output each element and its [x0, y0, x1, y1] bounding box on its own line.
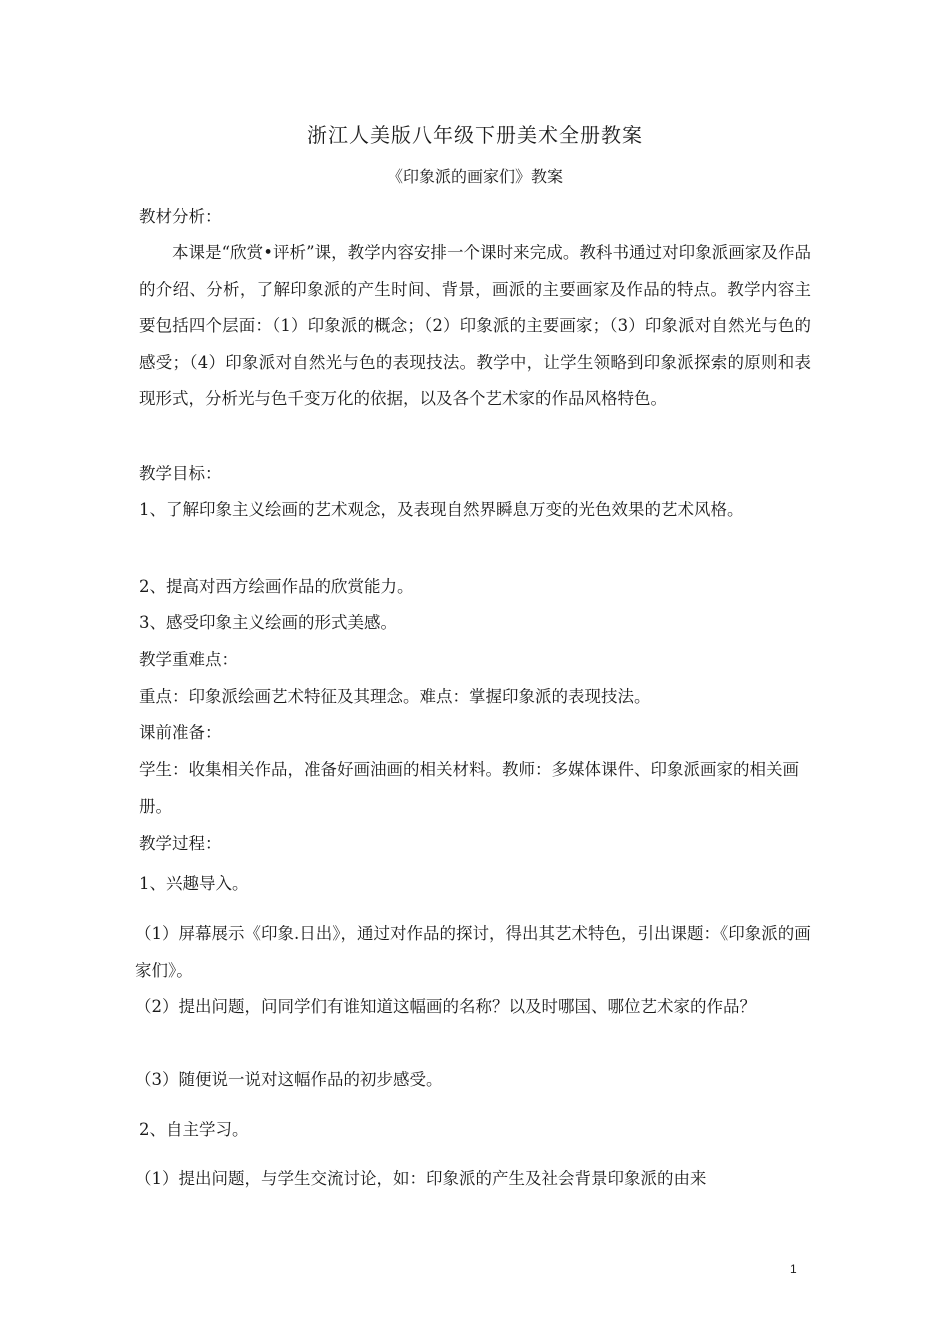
prep-text: 学生：收集相关作品，准备好画油画的相关材料。教师：多媒体课件、印象派画家的相关画册。: [139, 760, 799, 816]
process-heading: 教学过程：: [139, 834, 222, 853]
key-points-heading: 教学重难点：: [139, 650, 238, 669]
step1-heading: 1、兴趣导入。: [139, 874, 249, 893]
step1-item-3: （3）随便说一说对这幅作品的初步感受。: [135, 1070, 443, 1089]
analysis-paragraph: 本课是“欣赏•评析”课，教学内容安排一个课时来完成。教科书通过对印象派画家及作品的介绍、分析，了解印象派的产生时间、背景，画派的主要画家及作品的特点。教学内容主要包括四个层面：（1）印象派的概念；（2）印象派的主要画家；（3）印象派对自然光与色的感受；（4）印象派对自然光与色的表现技法。教学中，让学生领略到印象派探索的原则和表现形式，分析光与色千变万化的依据，以及各个艺术家的作品风格特色。: [139, 243, 811, 408]
step2-heading: 2、自主学习。: [139, 1120, 249, 1139]
goal-item-3: 3、感受印象主义绘画的形式美感。: [139, 613, 397, 632]
document-subtitle: 《印象派的画家们》教案: [386, 167, 563, 186]
step1-item-1: （1）屏幕展示《印象.日出》，通过对作品的探讨，得出其艺术特色，引出课题：《印象派的画家们》。: [135, 924, 811, 980]
goal-item-2: 2、提高对西方绘画作品的欣赏能力。: [139, 577, 414, 596]
goal-item-1: 1、了解印象主义绘画的艺术观念，及表现自然界瞬息万变的光色效果的艺术风格。: [139, 500, 744, 519]
page-number: 1: [790, 1262, 797, 1276]
step1-item-2: （2）提出问题，问同学们有谁知道这幅画的名称？以及时哪国、哪位艺术家的作品？: [135, 997, 756, 1016]
prep-heading: 课前准备：: [139, 723, 222, 742]
document-title: 浙江人美版八年级下册美术全册教案: [307, 123, 643, 147]
analysis-heading: 教材分析：: [139, 207, 222, 226]
step2-item-1: （1）提出问题，与学生交流讨论，如：印象派的产生及社会背景印象派的由来: [135, 1169, 707, 1188]
goals-heading: 教学目标：: [139, 464, 222, 483]
key-points-text: 重点：印象派绘画艺术特征及其理念。难点：掌握印象派的表现技法。: [139, 687, 651, 706]
